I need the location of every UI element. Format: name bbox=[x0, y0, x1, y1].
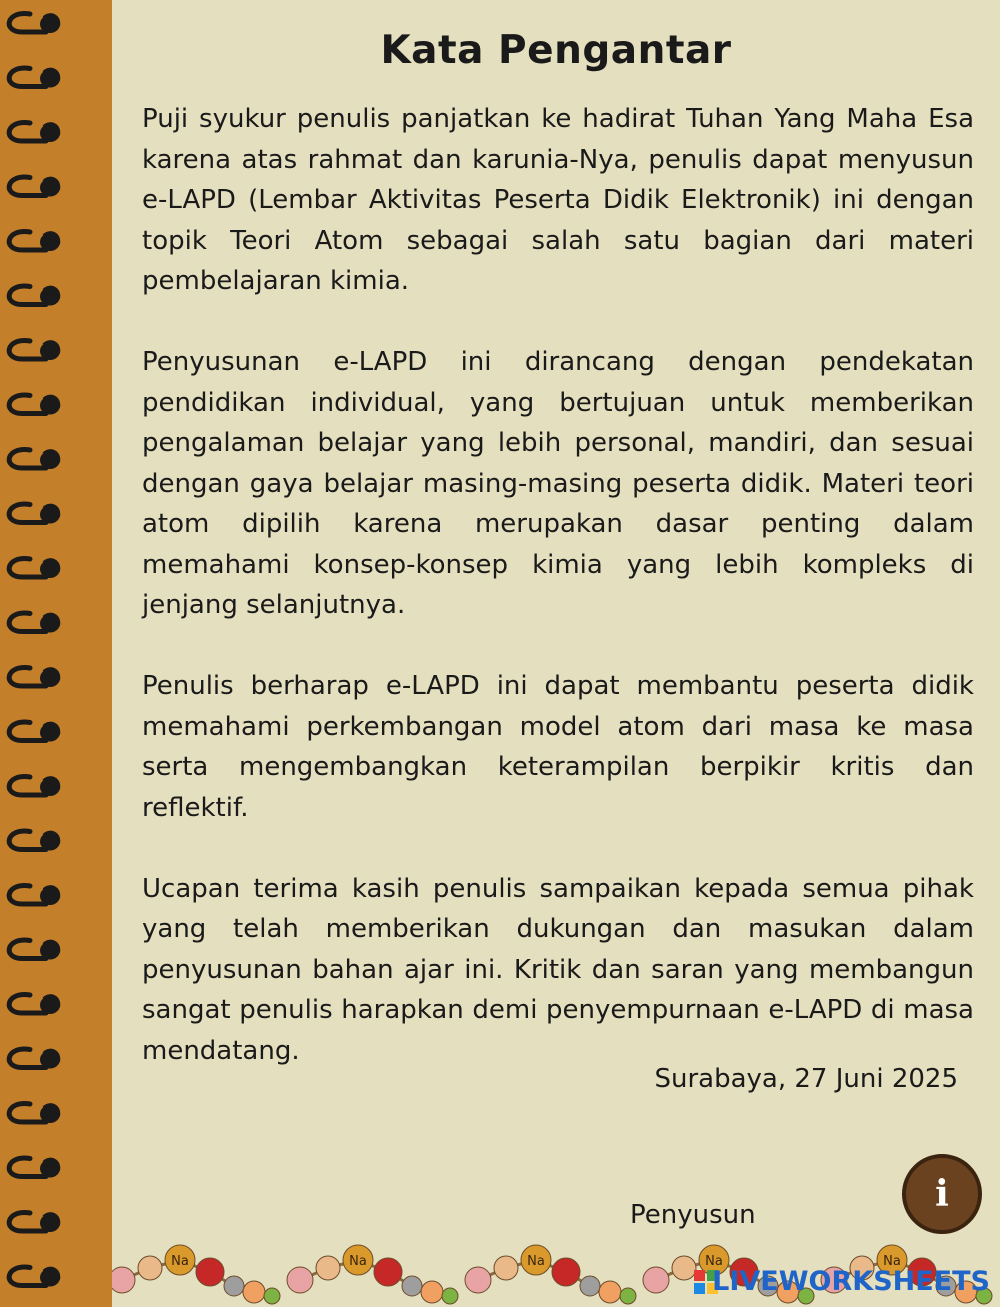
binder-ring-icon bbox=[9, 123, 60, 142]
binder-ring-icon bbox=[9, 1158, 60, 1177]
binder-ring-icon bbox=[9, 831, 60, 850]
binder-ring-icon bbox=[9, 14, 60, 33]
molecule-icon bbox=[465, 1245, 636, 1304]
binder-ring-icon bbox=[9, 777, 60, 796]
paragraph-3: Penulis berharap e-LAPD ini dapat membantu peserta didik memahami perkembangan model atom dari masa ke masa serta mengembangkan keterampilan berpikir kritis dan reflektif. bbox=[142, 671, 974, 823]
binder-ring-icon bbox=[9, 1267, 60, 1286]
binder-ring-icon bbox=[9, 613, 60, 632]
binder-ring-icon bbox=[9, 504, 60, 523]
signer-label: Penyusun bbox=[630, 1200, 756, 1230]
liveworksheets-brand-link[interactable]: LIVEWORKSHEETS bbox=[712, 1266, 990, 1297]
page-title: Kata Pengantar bbox=[380, 28, 732, 73]
binder-ring-icon bbox=[9, 886, 60, 905]
binder-ring-icon bbox=[9, 68, 60, 87]
binder-ring-icon bbox=[9, 395, 60, 414]
paragraph-4: Ucapan terima kasih penulis sampaikan kepada semua pihak yang telah memberikan dukungan dan masukan dalam penyusunan bahan ajar ini. Kritik dan saran yang membangun sangat penulis harapkan demi penyempurnaan e-LAPD di masa mendatang. bbox=[142, 873, 974, 1066]
binder-ring-icon bbox=[9, 722, 60, 741]
date-line: Surabaya, 27 Juni 2025 bbox=[654, 1064, 958, 1094]
body-text bbox=[142, 99, 974, 1071]
binder-ring-icon bbox=[9, 1104, 60, 1123]
svg-text:Na: Na bbox=[883, 1254, 901, 1269]
binder-ring-icon bbox=[9, 177, 60, 196]
info-button[interactable] bbox=[902, 1154, 982, 1234]
binder-ring-icon bbox=[9, 559, 60, 578]
binder-ring-icon bbox=[9, 1049, 60, 1068]
binder-strip bbox=[0, 0, 112, 1307]
svg-text:Na: Na bbox=[705, 1254, 723, 1269]
binder-ring-icon bbox=[9, 940, 60, 959]
binder-ring-icon bbox=[9, 286, 60, 305]
binder-ring-icon bbox=[9, 668, 60, 687]
binder-rings bbox=[0, 0, 112, 1307]
binder-ring-icon bbox=[9, 341, 60, 360]
svg-text:Na: Na bbox=[349, 1254, 367, 1269]
paragraph-2: Penyusunan e-LAPD ini dirancang dengan pendekatan pendidikan individual, yang bertujuan untuk memberikan pengalaman belajar yang lebih personal, mandiri, dan sesuai dengan gaya belajar masing-masing peserta didik. Materi teori atom dipilih karena merupakan dasar penting dalam memahami konsep-konsep kimia yang lebih kompleks di jenjang selanjutnya. bbox=[142, 347, 974, 620]
info-icon: i bbox=[935, 1173, 949, 1215]
paragraph-1: Puji syukur penulis panjatkan ke hadirat Tuhan Yang Maha Esa karena atas rahmat dan karunia-Nya, penulis dapat menyusun e-LAPD (Lembar Aktivitas Peserta Didik Elektronik) ini dengan topik Teori Atom sebagai salah satu bagian dari materi pembelajaran kimia. bbox=[142, 104, 974, 296]
svg-text:Na: Na bbox=[171, 1254, 189, 1269]
binder-ring-icon bbox=[9, 450, 60, 469]
molecule-icon bbox=[287, 1245, 458, 1304]
svg-text:Na: Na bbox=[527, 1254, 545, 1269]
binder-ring-icon bbox=[9, 995, 60, 1014]
binder-ring-icon bbox=[9, 232, 60, 251]
binder-ring-icon bbox=[9, 1213, 60, 1232]
molecule-icon bbox=[112, 1245, 280, 1304]
